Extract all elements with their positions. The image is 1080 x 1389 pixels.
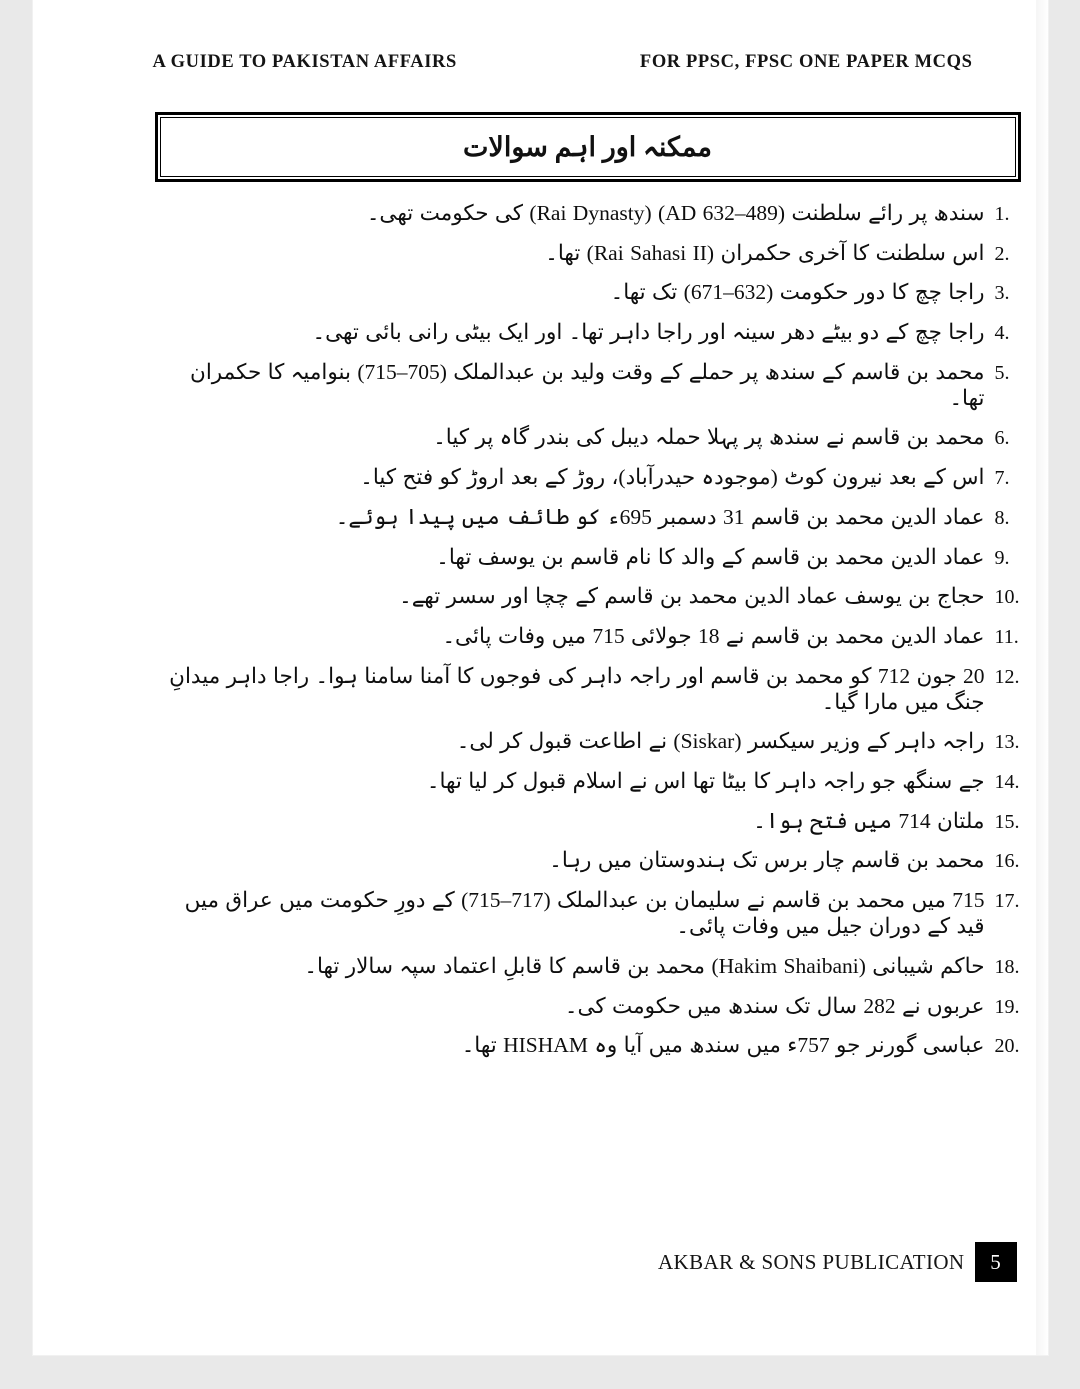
list-item-number: 2. bbox=[994, 242, 1010, 265]
list-item-text: ملتان 714 میں فتح ہوا۔ bbox=[753, 808, 985, 833]
section-title-inner bbox=[160, 117, 1016, 177]
page-content bbox=[151, 0, 1031, 1355]
publisher-name: AKBAR & SONS PUBLICATION bbox=[657, 1249, 965, 1274]
list-item-text: 20 جون 712 کو محمد بن قاسم اور راجہ داہر کی فوجوں کا آمنا سامنا ہوا۔ راجا داہر میدانِ جنگ میں مارا گیا۔ bbox=[169, 663, 985, 714]
list-item-text: حجاج بن یوسف عماد الدین محمد بن قاسم کے چچا اور سسر تھے۔ bbox=[399, 584, 985, 609]
list-item-number: 8. bbox=[994, 506, 1010, 529]
list-item-number: 15. bbox=[994, 810, 1020, 833]
list-item-number: 5. bbox=[994, 361, 1010, 384]
list-item-text: جے سنگھ جو راجہ داہر کا بیٹا تھا اس نے اسلام قبول کر لیا تھا۔ bbox=[426, 769, 985, 794]
page-edge-shadow bbox=[1036, 0, 1048, 1355]
list-item-text: عماد الدین محمد بن قاسم نے 18 جولائی 715 میں وفات پائی۔ bbox=[442, 623, 985, 648]
section-title-box bbox=[155, 112, 1021, 182]
list-item-text: راجا چچ کا دور حکومت (632–671) تک تھا۔ bbox=[610, 280, 985, 305]
list-item bbox=[151, 464, 1031, 490]
list-item bbox=[151, 240, 1031, 266]
list-item-number: 20. bbox=[994, 1035, 1020, 1058]
list-item-number: 13. bbox=[994, 731, 1020, 754]
list-item-text: عربوں نے 282 سال تک سندھ میں حکومت کی۔ bbox=[564, 993, 985, 1018]
list-item bbox=[151, 623, 1031, 649]
list-item-text: راجہ داہر کے وزیر سیکسر (Siskar) نے اطاعت قبول کر لی۔ bbox=[456, 729, 985, 754]
document-page bbox=[33, 0, 1048, 1355]
list-item bbox=[151, 583, 1031, 609]
list-item-number: 12. bbox=[994, 665, 1020, 688]
list-item-number: 14. bbox=[994, 771, 1020, 794]
list-item-number: 10. bbox=[994, 586, 1020, 609]
list-item bbox=[151, 200, 1031, 226]
list-item-number: 18. bbox=[994, 955, 1020, 978]
list-item bbox=[151, 847, 1031, 873]
page-footer bbox=[151, 1242, 1031, 1282]
list-item bbox=[151, 1032, 1031, 1058]
list-item bbox=[151, 768, 1031, 794]
list-item-text: حاکم شیبانی (Hakim Shaibani) محمد بن قاسم کا قابلِ اعتماد سپہ سالار تھا۔ bbox=[304, 953, 985, 978]
list-item bbox=[151, 504, 1031, 530]
list-item-number: 17. bbox=[994, 890, 1020, 913]
list-item-number: 16. bbox=[994, 850, 1020, 873]
list-item-text: عماد الدین محمد بن قاسم کے والد کا نام قاسم بن یوسف تھا۔ bbox=[436, 544, 985, 569]
list-item-number: 1. bbox=[994, 203, 1010, 225]
section-title: ممکنہ اور اہم سوالات bbox=[463, 131, 712, 162]
header-right-title: FOR PPSC, FPSC ONE PAPER MCQS bbox=[639, 52, 973, 72]
header-left-title: A GUIDE TO PAKISTAN AFFAIRS bbox=[152, 52, 457, 72]
list-item-text: 715 میں محمد بن قاسم نے سلیمان بن عبدالملک (717–715) کے دورِ حکومت میں عراق میں قید کے دوران جیل میں وفات پائی۔ bbox=[184, 888, 985, 939]
list-item bbox=[151, 728, 1031, 754]
list-item-text: راجا چچ کے دو بیٹے دھر سینہ اور راجا داہر تھا۔ اور ایک بیٹی رانی بائی تھی۔ bbox=[312, 320, 985, 345]
list-item-text: سندھ پر رائے سلطنت (489–632 AD) (Rai Dynasty) کی حکومت تھی۔ bbox=[366, 201, 985, 225]
running-header bbox=[151, 52, 1031, 73]
list-item-text: اس سلطنت کا آخری حکمران (Rai Sahasi II) تھا۔ bbox=[545, 240, 985, 265]
list-item-number: 4. bbox=[994, 322, 1010, 345]
list-item-text: عباسی گورنر جو 757ء میں سندھ میں آیا وہ HISHAM تھا۔ bbox=[461, 1033, 985, 1058]
list-item bbox=[151, 279, 1031, 305]
list-item bbox=[151, 359, 1031, 411]
list-item-text: اس کے بعد نیرون کوٹ (موجودہ حیدرآباد)، روڑ کے بعد اروڑ کو فتح کیا۔ bbox=[360, 465, 985, 490]
list-item bbox=[151, 663, 1031, 715]
list-item bbox=[151, 319, 1031, 345]
list-item-number: 7. bbox=[994, 467, 1010, 490]
list-item bbox=[151, 953, 1031, 979]
list-item-text: محمد بن قاسم کے سندھ پر حملے کے وقت ولید بن عبدالملک (705–715) بنوامیہ کا حکمران تھا۔ bbox=[190, 359, 985, 410]
list-item-number: 9. bbox=[994, 546, 1010, 569]
list-item-number: 3. bbox=[994, 282, 1010, 305]
list-item-number: 11. bbox=[994, 625, 1019, 648]
question-list bbox=[151, 200, 1031, 1072]
list-item-number: 6. bbox=[994, 427, 1010, 450]
list-item bbox=[151, 544, 1031, 570]
list-item bbox=[151, 424, 1031, 450]
list-item-text: عماد الدین محمد بن قاسم 31 دسمبر 695ء کو طائف میں پیدا ہوئے۔ bbox=[335, 504, 985, 529]
list-item bbox=[151, 808, 1031, 834]
list-item bbox=[151, 993, 1031, 1019]
list-item-number: 19. bbox=[994, 995, 1020, 1018]
list-item bbox=[151, 887, 1031, 939]
page-number: 5 bbox=[975, 1242, 1017, 1282]
list-item-text: محمد بن قاسم چار برس تک ہندوستان میں رہا۔ bbox=[549, 848, 985, 873]
list-item-text: محمد بن قاسم نے سندھ پر پہلا حملہ دیبل کی بندر گاہ پر کیا۔ bbox=[433, 425, 985, 450]
